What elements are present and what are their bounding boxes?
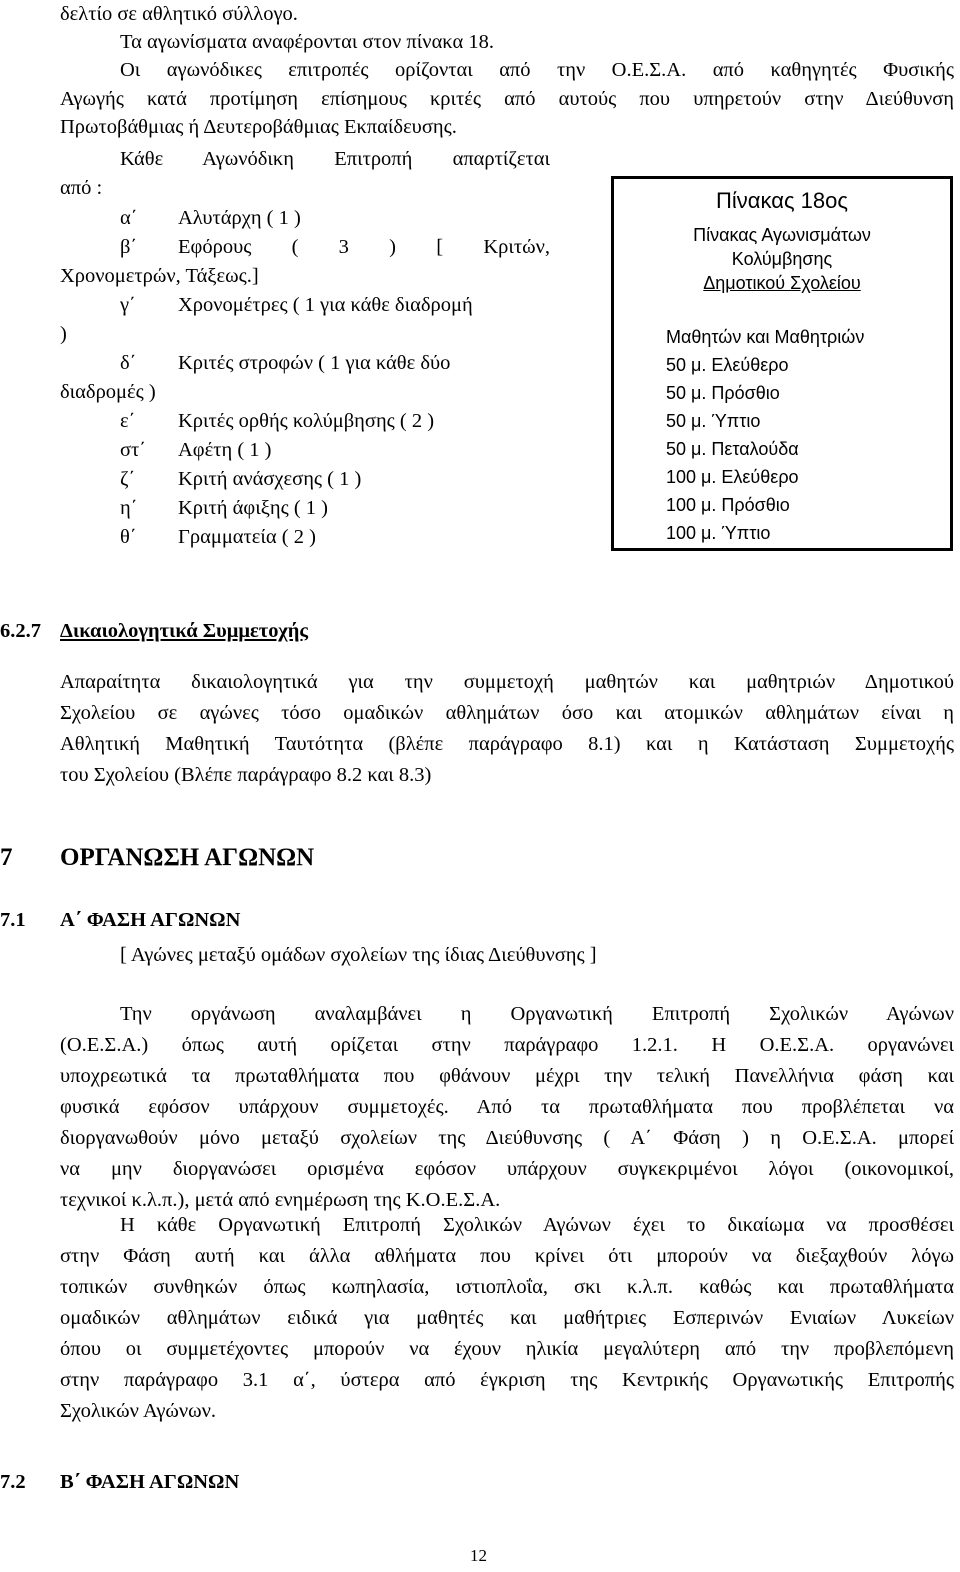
section-number: 7.2 xyxy=(0,1471,26,1493)
section-title: Β΄ ΦΑΣΗ ΑΓΩΝΩΝ xyxy=(60,1471,240,1493)
paragraph-line: τεχνικοί κ.λ.π.), μετά από ενημέρωση της Κ.Ο.Ε.Σ.Α. xyxy=(60,1189,501,1211)
intro-line: Τα αγωνίσματα αναφέρονται στον πίνακα 18. xyxy=(120,31,494,53)
paragraph-line: Η κάθε Οργανωτική Επιτροπή Σχολικών Αγώνων έχει το δικαίωμα να προσθέσει xyxy=(120,1214,954,1236)
committee-item: α΄ Αλυτάρχη ( 1 ) xyxy=(120,207,301,229)
table-row: 50 μ. Πεταλούδα xyxy=(666,439,799,459)
table-18-box xyxy=(611,176,953,551)
paragraph-line: να μην διοργανώσει ορισμένα εφόσον υπάρχουν συγκεκριμένοι λόγοι (οικονομικοί, xyxy=(60,1158,954,1180)
section-71-paragraph-2 xyxy=(60,1211,954,1425)
committee-intro-cont: από : xyxy=(60,177,103,199)
table-row: 100 μ. Ύπτιο xyxy=(666,523,771,543)
committee-item-cont: Χρονομετρών, Τάξεως.] xyxy=(60,265,259,287)
table-subtitle: Δημοτικού Σχολείου xyxy=(703,273,861,293)
table-row: 50 μ. Ελεύθερο xyxy=(666,355,789,375)
committee-item: θ΄ Γραμματεία ( 2 ) xyxy=(120,526,316,548)
paragraph-line: στην Φάση αυτή και άλλα αθλήματα που κρίνει ότι μπορούν να διεξαχθούν λόγω xyxy=(60,1245,954,1267)
section-title: Α΄ ΦΑΣΗ ΑΓΩΝΩΝ xyxy=(60,909,241,931)
paragraph-line: Σχολικών Αγώνων. xyxy=(60,1400,217,1422)
paragraph-line: Την οργάνωση αναλαμβάνει η Οργανωτική Επιτροπή Σχολικών Αγώνων xyxy=(120,1003,954,1025)
section-title: Δικαιολογητικά Συμμετοχής xyxy=(60,620,309,642)
paragraph-line: όπου οι συμμετέχοντες μπορούν να έχουν ηλικία μεγαλύτερη από την προβλεπόμενη xyxy=(60,1338,954,1360)
paragraph-line: υποχρεωτικά τα πρωταθλήματα που φθάνουν μέχρι την τελική Πανελλήνια φάση και xyxy=(60,1065,954,1087)
committee-item: β΄ Εφόρους ( 3 ) [ Κριτών, xyxy=(120,236,550,258)
intro-line: δελτίο σε αθλητικό σύλλογο. xyxy=(60,3,298,25)
table-title: Πίνακας 18ος xyxy=(716,188,848,213)
chapter-number: 7 xyxy=(0,844,13,871)
section-71-paragraph-1 xyxy=(60,1000,954,1214)
paragraph-line: Σχολείου σε αγώνες τόσο ομαδικών αθλημάτων όσο και ατομικών αθλημάτων είναι η xyxy=(60,702,954,724)
paragraph-line: φυσικά εφόσον υπάρχουν συμμετοχές. Από τα πρωταθλήματα που προβλέπεται να xyxy=(60,1096,954,1118)
section-number: 7.1 xyxy=(0,909,26,931)
paragraph-line: διοργανωθούν μόνο μεταξύ σχολείων της Διεύθυνσης ( Α΄ Φάση ) η Ο.Ε.Σ.Α. μπορεί xyxy=(60,1127,954,1149)
table-row: 50 μ. Ύπτιο xyxy=(666,411,761,431)
committee-item-cont: διαδρομές ) xyxy=(60,381,156,403)
committee-item: στ΄ Αφέτη ( 1 ) xyxy=(120,439,272,461)
table-subtitle: Κολύμβησης xyxy=(731,249,833,269)
paragraph-line: ομαδικών αθλημάτων ειδικά για μαθητές και μαθήτριες Εσπερινών Ενιαίων Λυκείων xyxy=(60,1307,954,1329)
chapter-title: ΟΡΓΑΝΩΣΗ ΑΓΩΝΩΝ xyxy=(60,844,315,871)
committee-item: ε΄ Κριτές ορθής κολύμβησης ( 2 ) xyxy=(120,410,435,432)
committee-item: δ΄ Κριτές στροφών ( 1 για κάθε δύο xyxy=(120,352,451,374)
committee-intro: Κάθε Αγωνόδικη Επιτροπή απαρτίζεται xyxy=(120,148,550,170)
table-row: 100 μ. Πρόσθιο xyxy=(666,495,790,515)
intro-line: Οι αγωνόδικες επιτροπές ορίζονται από την Ο.Ε.Σ.Α. από καθηγητές Φυσικής xyxy=(120,59,954,81)
table-row: Μαθητών και Μαθητριών xyxy=(666,327,865,347)
paragraph-line: Απαραίτητα δικαιολογητικά για την συμμετοχή μαθητών και μαθητριών Δημοτικού xyxy=(60,671,954,693)
committee-item-cont: ) xyxy=(60,323,67,345)
paragraph-line: του Σχολείου (Βλέπε παράγραφο 8.2 και 8.3) xyxy=(60,764,432,786)
table-subtitle: Πίνακας Αγωνισμάτων xyxy=(693,225,871,245)
page-number: 12 xyxy=(470,1546,487,1565)
paragraph-line: στην παράγραφο 3.1 α΄, ύστερα από έγκριση της Κεντρικής Οργανωτικής Επιτροπής xyxy=(60,1369,954,1391)
paragraph-line: (Ο.Ε.Σ.Α.) όπως αυτή ορίζεται στην παράγραφο 1.2.1. Η Ο.Ε.Σ.Α. οργανώνει xyxy=(60,1034,954,1056)
committee-item: η΄ Κριτή άφιξης ( 1 ) xyxy=(120,497,328,519)
committee-item: ζ΄ Κριτή ανάσχεσης ( 1 ) xyxy=(120,468,362,490)
section-627-paragraph xyxy=(60,668,954,789)
paragraph-line: τοπικών συνθηκών όπως κωπηλασία, ιστιοπλοΐα, σκι κ.λ.π. καθώς και πρωταθλήματα xyxy=(60,1276,954,1298)
committee-item: γ΄ Χρονομέτρες ( 1 για κάθε διαδρομή xyxy=(120,294,473,316)
section-bracket-note: [ Αγώνες μεταξύ ομάδων σχολείων της ίδιας Διεύθυνσης ] xyxy=(120,944,597,966)
paragraph-line: Αθλητική Μαθητική Ταυτότητα (βλέπε παράγραφο 8.1) και η Κατάσταση Συμμετοχής xyxy=(60,733,954,755)
intro-line: Πρωτοβάθμιας ή Δευτεροβάθμιας Εκπαίδευσης. xyxy=(60,116,457,138)
table-row: 50 μ. Πρόσθιο xyxy=(666,383,780,403)
intro-line: Αγωγής κατά προτίμηση επίσημους κριτές από αυτούς που υπηρετούν στην Διεύθυνση xyxy=(60,88,954,110)
table-row: 100 μ. Ελεύθερο xyxy=(666,467,799,487)
section-number: 6.2.7 xyxy=(0,620,41,642)
